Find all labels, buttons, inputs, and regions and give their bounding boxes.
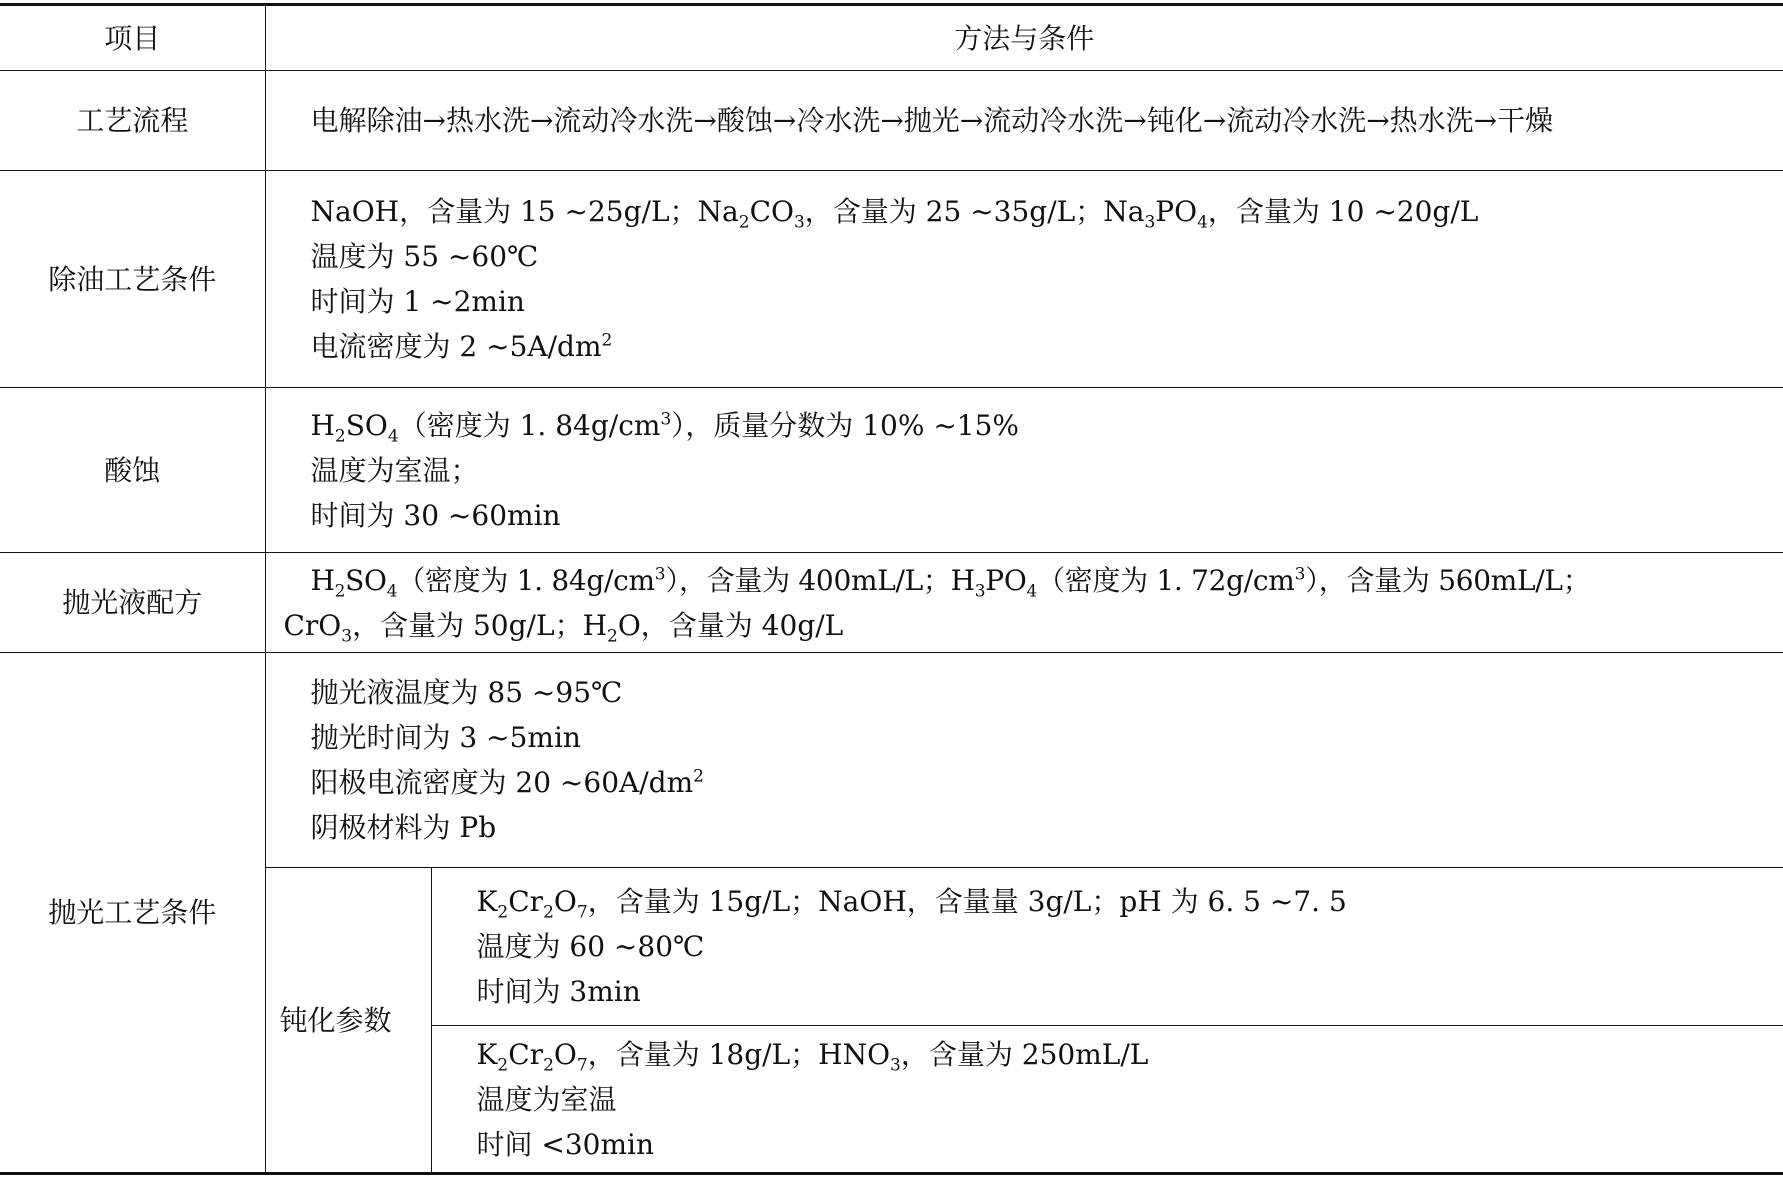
passivation-opt2-line-3: 时间 <30min xyxy=(476,1127,655,1161)
degrease-line-2: 温度为 55 ~60℃ xyxy=(310,240,539,273)
row-label-polish-conditions: 抛光工艺条件 xyxy=(0,653,265,1174)
passivation-opt1-line-1: $K_2Cr_2O_7$，含量为 15g/L；NaOH，含量量 3g/L；pH 为 6. 5 ~7. 5 xyxy=(476,885,1347,923)
passivation-label: 钝化参数 xyxy=(265,868,431,1174)
polish-cond-line-2: 抛光时间为 3 ~5min xyxy=(310,721,581,754)
polish-conditions-content xyxy=(265,653,1783,868)
passivation-opt2-line-2: 温度为室温 xyxy=(476,1082,617,1116)
etch-line-2: 温度为室温； xyxy=(310,453,479,487)
degrease-line-3: 时间为 1 ~2min xyxy=(310,285,525,318)
passivation-opt1-content xyxy=(431,868,1783,1026)
row-polish-conditions xyxy=(0,653,1783,868)
passivation-opt1-line-2: 温度为 60 ~80℃ xyxy=(476,930,705,963)
passivation-opt1-line-3: 时间为 3min xyxy=(476,975,641,1008)
polish-formula-line-1: $H_2SO_4$（密度为 1. $84g/cm^3$），含量为 400mL/L；$H_3PO_4$（密度为 1. $72g/cm^3$），含量为 560mL/L； xyxy=(310,563,1591,602)
polish-cond-line-4: 阴极材料为 Pb xyxy=(310,811,497,844)
degrease-content xyxy=(265,171,1783,388)
passivation-opt2-line-1: $K_2Cr_2O_7$，含量为 18g/L；$HNO_3$，含量为 250mL/L xyxy=(476,1037,1149,1076)
row-label-degrease: 除油工艺条件 xyxy=(0,171,265,388)
table-header-row xyxy=(0,5,1783,71)
polish-formula-content xyxy=(265,553,1783,653)
header-item: 项目 xyxy=(0,5,265,71)
polish-cond-line-1: 抛光液温度为 85 ~95℃ xyxy=(310,676,623,709)
header-method: 方法与条件 xyxy=(265,5,1783,71)
polish-formula-line-2: CrO$_3$，含量为 50g/L；$H_2O$，含量为 40g/L xyxy=(283,608,844,647)
etch-line-3: 时间为 30 ~60min xyxy=(310,498,561,532)
process-spec-table xyxy=(0,3,1783,1175)
row-label-process: 工艺流程 xyxy=(0,71,265,171)
etch-line-1: $H_2SO_4$（密度为 1. $84g/cm^3$），质量分数为 10% ~15% xyxy=(310,408,1020,447)
passivation-opt2-content xyxy=(431,1026,1783,1174)
row-passivation-1 xyxy=(0,868,1783,1026)
row-label-etch: 酸蚀 xyxy=(0,388,265,553)
degrease-line-1: NaOH，含量为 15 ~25g/L；$Na_2CO_3$，含量为 25 ~35g/L；$Na_3PO_4$，含量为 10 ~20g/L xyxy=(310,195,1479,233)
row-process xyxy=(0,71,1783,171)
process-flow-text: 电解除油→热水洗→流动冷水洗→酸蚀→冷水洗→抛光→流动冷水洗→钝化→流动冷水洗→热水洗→干燥 xyxy=(310,104,1554,137)
process-content xyxy=(265,71,1783,171)
etch-content xyxy=(265,388,1783,553)
degrease-line-4: 电流密度为 2 $\sim 5A/dm^2$ xyxy=(310,330,613,363)
row-degrease xyxy=(0,171,1783,388)
row-polish-formula xyxy=(0,553,1783,653)
row-etch xyxy=(0,388,1783,553)
polish-cond-line-3: 阳极电流密度为 20 $\sim 60A/dm^2$ xyxy=(310,766,704,799)
row-label-polish-formula: 抛光液配方 xyxy=(0,553,265,653)
